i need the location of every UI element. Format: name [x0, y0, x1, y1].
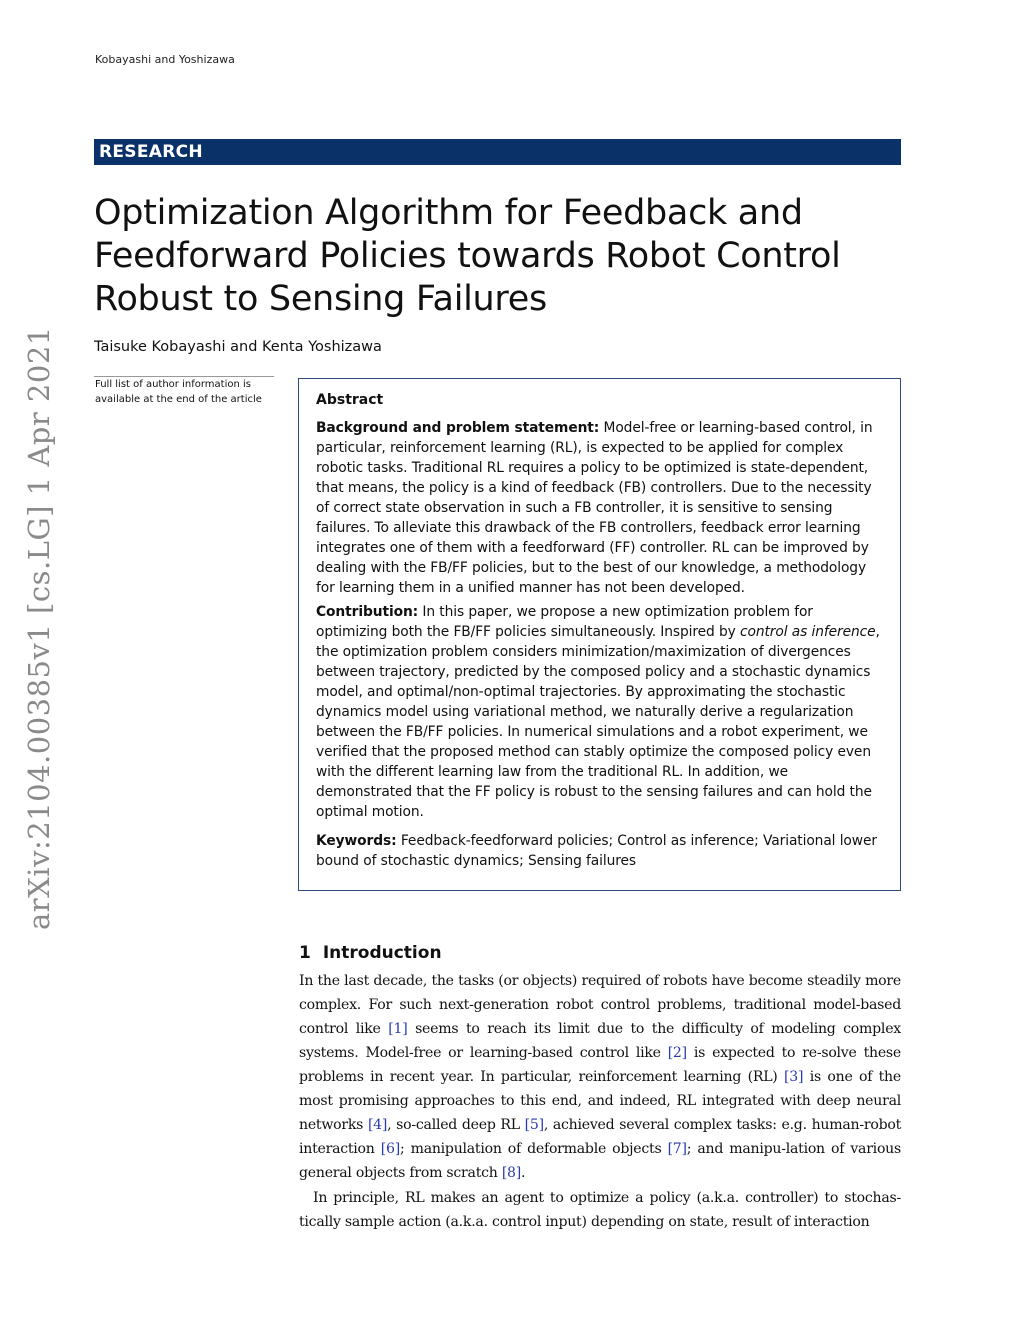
citation-link[interactable]: [5] — [524, 1117, 544, 1133]
text-run: is expected to re-solve these problems in recent year. In particular, reinforcement learning (RL) — [299, 1045, 901, 1085]
text-run: , so-called deep RL — [387, 1117, 525, 1133]
title-line: Optimization Algorithm for Feedback and — [94, 193, 803, 233]
intro-paragraph-1 — [299, 969, 901, 1185]
affiliation-note — [95, 377, 285, 407]
section-title: Introduction — [322, 943, 442, 963]
paper-title — [94, 192, 914, 321]
contribution-label: Contribution: — [316, 604, 419, 620]
citation-link[interactable]: [3] — [784, 1069, 804, 1085]
arxiv-stamp: arXiv:2104.00385v1 [cs.LG] 1 Apr 2021 — [22, 326, 56, 930]
section-number: 1 — [299, 943, 311, 963]
abstract-box — [298, 378, 901, 891]
section-heading-introduction — [299, 943, 442, 963]
keywords-text: Feedback-feedforward policies; Control as inference; Variational lower bound of stochastic dynamics; Sensing failures — [316, 833, 877, 869]
background-label: Background and problem statement: — [316, 420, 600, 436]
text-run: ; manipulation of deformable objects — [399, 1141, 668, 1157]
text-run: , achieved several complex tasks: e.g. human-robot interaction — [299, 1117, 901, 1157]
intro-paragraph-2: In principle, RL makes an agent to optimize a policy (a.k.a. controller) to stochas-tically sample action (a.k.a. control input) depending on state, result of interaction — [299, 1190, 901, 1230]
section-label: RESEARCH — [99, 142, 203, 162]
keywords-label: Keywords: — [316, 833, 397, 849]
title-line: Feedforward Policies towards Robot Control — [94, 236, 841, 276]
abstract-keywords — [316, 831, 886, 871]
contribution-text-cont: , the optimization problem considers minimization/maximization of divergences between trajectory, predicted by the composed policy and a stochastic dynamics model, and optimal/non-optimal trajectories. By approximating the stochastic dynamics model using variational method, we naturally derive a regularization between the FB/FF policies. In numerical simulations and a robot experiment, we verified that the proposed method can stably optimize the composed policy even with the different learning law from the traditional RL. In addition, we demonstrated that the FF policy is robust to the sensing failures and can hold the optimal motion. — [316, 624, 880, 820]
text-run: seems to reach its limit due to the difficulty of modeling complex systems. Model-free or learning-based control like — [299, 1021, 901, 1061]
citation-link[interactable]: [8] — [501, 1165, 522, 1181]
citation-link[interactable]: [2] — [667, 1045, 687, 1061]
citation-link[interactable]: [7] — [667, 1141, 687, 1157]
title-line: Robust to Sensing Failures — [94, 279, 547, 319]
abstract-contribution — [316, 602, 886, 822]
section-label-bar — [94, 139, 901, 165]
author-list: Taisuke Kobayashi and Kenta Yoshizawa — [94, 339, 382, 355]
abstract-background — [316, 418, 886, 598]
contribution-emphasis: control as inference — [740, 624, 876, 640]
citation-link[interactable]: [4] — [367, 1117, 388, 1133]
contribution-text: In this paper, we propose a new optimization problem for optimizing both the FB/FF policies simultaneously. Inspired by — [316, 604, 813, 640]
running-head: Kobayashi and Yoshizawa — [95, 53, 235, 66]
affiliation-note-line: Full list of author information is — [95, 379, 251, 390]
citation-link[interactable]: [6] — [380, 1141, 400, 1157]
text-run: In the last decade, the tasks (or objects) required of robots have become steadily more complex. For such next-generation robot control problems, traditional model-based control like — [299, 973, 901, 1037]
background-text: Model-free or learning-based control, in particular, reinforcement learning (RL), is expected to be applied for complex robotic tasks. Traditional RL requires a policy to be optimized is state-dependent, that means, the policy is a kind of feedback (FB) controllers. Due to the necessity of correct state observation in such a FB controller, it is sensitive to sensing failures. To alleviate this drawback of the FB controllers, feedback error learning integrates one of them with a feedforward (FF) controller. RL can be improved by dealing with the FB/FF policies, but to the best of our knowledge, a methodology for learning them in a unified manner has not been developed. — [316, 420, 873, 596]
affiliation-note-line: available at the end of the article — [95, 394, 262, 405]
abstract-heading: Abstract — [316, 392, 384, 408]
citation-link[interactable]: [1] — [388, 1021, 408, 1037]
text-run: is one of the most promising approaches to this end, and indeed, RL integrated with deep neural networks — [299, 1069, 901, 1133]
text-run: . — [521, 1165, 526, 1181]
text-run: ; and manipu-lation of various general objects from scratch — [299, 1141, 901, 1181]
